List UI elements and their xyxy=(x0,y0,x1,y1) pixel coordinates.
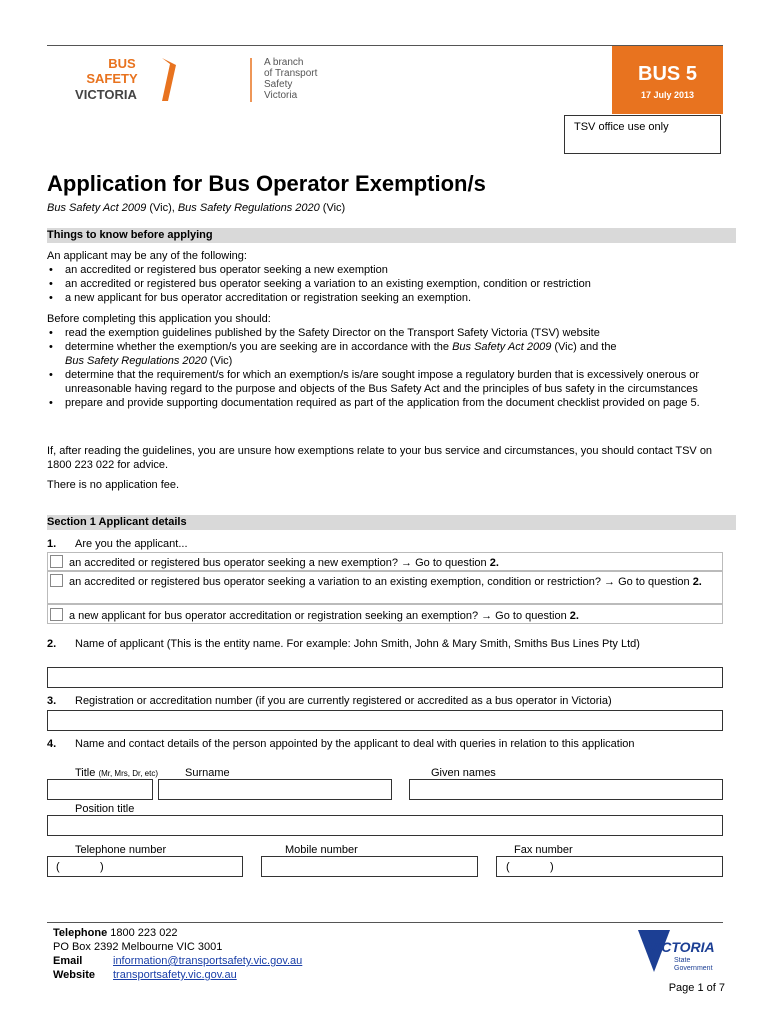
step-item: • prepare and provide supporting documentation required as part of the application from the document checklist provided on page 5. xyxy=(47,396,727,410)
footer-tel-label: Telephone xyxy=(53,927,108,939)
given-names-input[interactable] xyxy=(409,779,723,800)
subtitle-act-suffix: (Vic), xyxy=(146,202,178,214)
applicant-intro: An applicant may be any of the following: xyxy=(47,250,247,262)
q1-option-new-applicant[interactable] xyxy=(47,604,723,624)
surname-input[interactable] xyxy=(158,779,392,800)
checkbox[interactable] xyxy=(50,608,63,621)
q4-text: Name and contact details of the person appointed by the applicant to deal with queries in relation to this application xyxy=(75,738,635,750)
footer-email-link[interactable]: information@transportsafety.vic.gov.au xyxy=(113,955,303,967)
form-code-box xyxy=(612,46,723,114)
telephone-input[interactable] xyxy=(47,856,243,877)
office-use-box xyxy=(564,115,721,154)
branch-line-2: of Transport xyxy=(264,68,318,79)
q4-number: 4. xyxy=(47,738,57,750)
office-use-label: TSV office use only xyxy=(574,121,669,133)
title-hint: (Mr, Mrs, Dr, etc) xyxy=(98,769,158,778)
before-completing xyxy=(47,312,727,410)
checkbox[interactable] xyxy=(50,555,63,568)
fax-label: Fax number xyxy=(514,844,573,856)
title-input[interactable] xyxy=(47,779,153,800)
checkbox[interactable] xyxy=(50,574,63,587)
footer-rule xyxy=(47,922,723,923)
given-names-label: Given names xyxy=(431,767,496,779)
victoria-state-government-logo xyxy=(636,928,726,974)
subtitle-act: Bus Safety Act 2009 xyxy=(47,202,147,214)
fax-input[interactable] xyxy=(496,856,723,877)
option-text: an accredited or registered bus operator seeking a new exemption? → Go to question xyxy=(69,557,490,569)
branch-line-3: Safety xyxy=(264,79,293,90)
step-regs: Bus Safety Regulations 2020 xyxy=(65,355,207,367)
form-code: BUS 5 xyxy=(638,63,697,85)
bus-safety-victoria-logo xyxy=(70,55,340,105)
form-date: 17 July 2013 xyxy=(640,90,695,100)
position-title-label: Position title xyxy=(75,803,135,815)
footer-contact xyxy=(53,926,383,982)
subtitle-regs: Bus Safety Regulations 2020 xyxy=(177,202,320,214)
step-text: (Vic) xyxy=(206,355,233,367)
before-intro: Before completing this application you should: xyxy=(47,313,271,325)
title-label-text: Title xyxy=(75,767,96,779)
page-number: Page 1 of 7 xyxy=(668,982,725,994)
footer-website xyxy=(53,968,383,982)
applicant-name-input[interactable] xyxy=(47,667,723,688)
q1-option-new-exemption[interactable] xyxy=(47,552,723,571)
footer-web-link[interactable]: transportsafety.vic.gov.au xyxy=(113,969,237,981)
surname-label: Surname xyxy=(185,767,230,779)
logo-word-victoria: VICTORIA xyxy=(75,87,137,102)
footer-address: PO Box 2392 Melbourne VIC 3001 xyxy=(53,941,223,953)
fax-area-code-open: ( xyxy=(506,861,510,873)
subtitle-regs-suffix: (Vic) xyxy=(319,202,346,214)
branch-line-1: A branch xyxy=(264,57,304,68)
option-text: an accredited or registered bus operator seeking a variation to an existing exemption, condition or restriction? → Go to question xyxy=(69,576,693,588)
applicant-type-item: • an accredited or registered bus operator seeking a new exemption xyxy=(47,263,727,277)
option-text: a new applicant for bus operator accreditation or registration seeking an exemption? → Go to question xyxy=(69,610,570,622)
fee-note: There is no application fee. xyxy=(47,479,180,491)
step-text: (Vic) and the xyxy=(551,341,617,353)
option-target: 2. xyxy=(692,576,702,588)
q2-number: 2. xyxy=(47,638,57,650)
applicant-type-item: • a new applicant for bus operator accreditation or registration seeking an exemption. xyxy=(47,291,727,305)
footer-tel-value: 1800 223 022 xyxy=(110,927,178,939)
registration-number-input[interactable] xyxy=(47,710,723,731)
q1-number: 1. xyxy=(47,538,57,550)
q3-text: Registration or accreditation number (if you are currently registered or accredited as a bus operator in Victoria) xyxy=(75,695,612,707)
footer-telephone xyxy=(53,926,383,940)
option-target: 2. xyxy=(569,610,579,622)
logo-word-bus: BUS xyxy=(108,56,136,71)
area-code-open: ( xyxy=(56,861,60,873)
step-item: • determine that the requirement/s for which an exemption/s is/are sought impose a regulatory burden that is excessively onerous or unreasonable having regard to the purpose and objects of the Bus Safety Act and the principles of bus safety in the circumstances xyxy=(47,368,727,396)
vic-logo-sub-2: Government xyxy=(674,965,713,972)
section1-heading: Section 1 Applicant details xyxy=(47,515,736,530)
step-text: determine whether the exemption/s you are seeking are in accordance with the xyxy=(65,341,453,353)
mobile-label: Mobile number xyxy=(285,844,358,856)
mobile-input[interactable] xyxy=(261,856,478,877)
q2-text: Name of applicant (This is the entity name. For example: John Smith, John & Mary Smith, Smiths Bus Lines Pty Ltd) xyxy=(75,638,640,650)
footer-email-label: Email xyxy=(53,955,83,967)
q1-option-variation[interactable] xyxy=(47,571,723,604)
position-title-input[interactable] xyxy=(47,815,723,836)
option-target: 2. xyxy=(489,557,499,569)
step-item xyxy=(47,340,727,368)
vic-logo-word: VICTORIA xyxy=(648,939,715,955)
applicant-types xyxy=(47,249,727,305)
area-code-close: ) xyxy=(100,861,104,873)
vic-logo-sub-1: State xyxy=(674,957,691,964)
q3-number: 3. xyxy=(47,695,57,707)
fax-area-code-close: ) xyxy=(550,861,554,873)
contact-advice: If, after reading the guidelines, you are unsure how exemptions relate to your bus service and circumstances, you should contact TSV on 1800 223 022 for advice. xyxy=(47,445,713,471)
footer-web-label: Website xyxy=(53,969,95,981)
q1-text: Are you the applicant... xyxy=(75,538,188,550)
logo-word-safety: SAFETY xyxy=(86,71,138,86)
page-title: Application for Bus Operator Exemption/s xyxy=(47,171,486,196)
applicant-type-item: • an accredited or registered bus operator seeking a variation to an existing exemption, condition or restriction xyxy=(47,277,727,291)
subtitle xyxy=(47,201,345,215)
telephone-label: Telephone number xyxy=(75,844,167,856)
footer-email xyxy=(53,954,383,968)
step-item: • read the exemption guidelines published by the Safety Director on the Transport Safety Victoria (TSV) website xyxy=(47,326,727,340)
branch-line-4: Victoria xyxy=(264,90,298,101)
step-act: Bus Safety Act 2009 xyxy=(452,341,552,353)
things-to-know-heading: Things to know before applying xyxy=(47,228,736,243)
